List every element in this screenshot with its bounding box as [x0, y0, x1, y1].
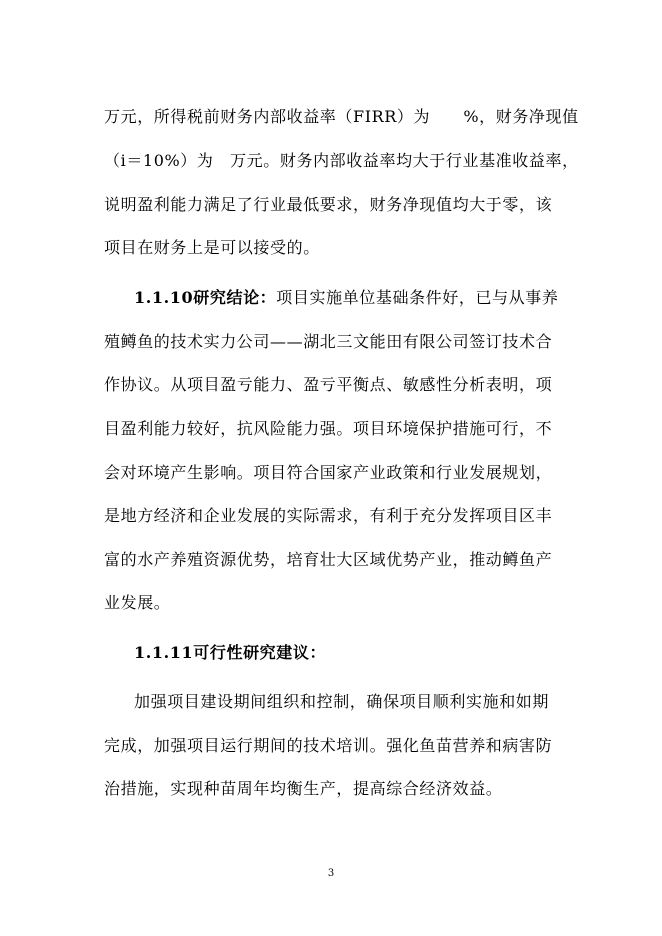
para1-line-2: （i＝10%）为 万元。财务内部收益率均大于行业基准收益率，	[104, 151, 579, 170]
section-1-1-10-line-1-text: 项目实施单位基础条件好，已与从事养	[276, 288, 559, 307]
page-number: 3	[327, 868, 335, 879]
para1-line-3: 说明盈利能力满足了行业最低要求，财务净现值均大于零，该	[104, 195, 553, 214]
section-1-1-10-line-7: 富的水产养殖资源优势，培育壮大区域优势产业，推动鳟鱼产	[104, 550, 553, 569]
para1-line-4: 项目在财务上是可以接受的。	[104, 238, 320, 257]
section-1-1-10-line-2: 殖鳟鱼的技术实力公司——湖北三文能田有限公司签订技术合	[104, 332, 553, 351]
para3-line-3: 治措施，实现种苗周年均衡生产，提高综合经济效益。	[104, 779, 503, 798]
section-1-1-10-line-3: 作协议。从项目盈亏能力、盈亏平衡点、敏感性分析表明，项	[104, 375, 553, 394]
section-1-1-10-first-line	[134, 288, 558, 308]
para1-line-1: 万元，所得税前财务内部收益率（FIRR）为 %，财务净现值	[104, 107, 579, 126]
section-1-1-10-line-6: 是地方经济和企业发展的实际需求，有利于充分发挥项目区丰	[104, 506, 553, 525]
section-1-1-11-heading: 1.1.11可行性研究建议：	[134, 643, 327, 662]
para3-line-1: 加强项目建设期间组织和控制，确保项目顺利实施和如期	[134, 692, 550, 711]
section-1-1-10-line-4: 目盈利能力较好，抗风险能力强。项目环境保护措施可行，不	[104, 419, 553, 438]
section-1-1-10-line-5: 会对环境产生影响。项目符合国家产业政策和行业发展规划，	[104, 463, 553, 482]
section-1-1-10-line-8: 业发展。	[104, 593, 171, 612]
para3-line-2: 完成，加强项目运行期间的技术培训。强化鱼苗营养和病害防	[104, 736, 553, 755]
section-1-1-10-heading: 1.1.10研究结论：	[134, 288, 277, 307]
